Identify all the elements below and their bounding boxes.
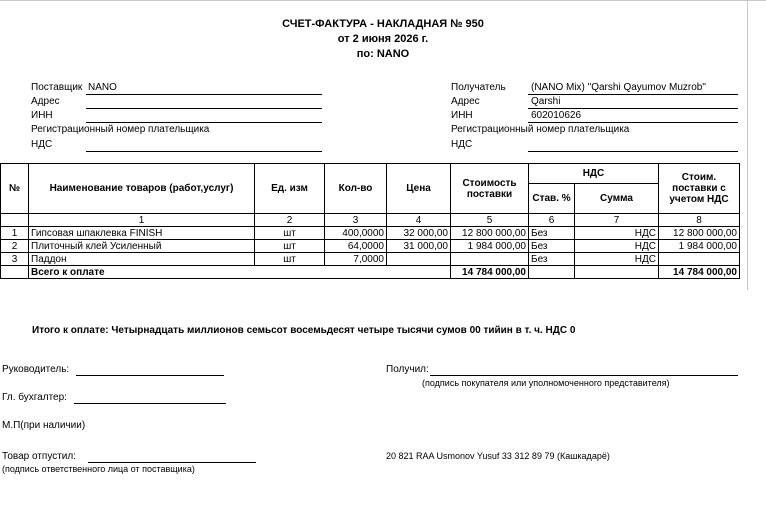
invoice-table bbox=[0, 163, 740, 279]
row-cost bbox=[451, 253, 529, 266]
row-price: 31 000,00 bbox=[387, 240, 451, 253]
colnum-cell: 3 bbox=[325, 214, 387, 227]
supplier-nds-underline bbox=[86, 151, 322, 152]
recipient-value: (NANO Mix) "Qarshi Qayumov Muzrob" bbox=[531, 82, 706, 93]
invoice-date: от 2 июня 2026 г. bbox=[337, 33, 429, 45]
row-nds-sum: НДС bbox=[575, 240, 659, 253]
header-price: Цена bbox=[387, 164, 451, 214]
recipient-inn-underline bbox=[528, 122, 738, 123]
header-total-with-nds: Стоим. поставки с учетом НДС bbox=[659, 164, 740, 214]
header-qty: Кол-во bbox=[325, 164, 387, 214]
page-top-border bbox=[0, 0, 766, 1]
row-qty: 64,0000 bbox=[325, 240, 387, 253]
row-num: 3 bbox=[1, 253, 29, 266]
supplier-address-underline bbox=[86, 108, 322, 109]
row-nds-sum: НДС bbox=[575, 227, 659, 240]
row-price bbox=[387, 253, 451, 266]
supplier-value: NANO bbox=[88, 82, 117, 93]
row-num: 1 bbox=[1, 227, 29, 240]
colnum-cell: 5 bbox=[451, 214, 529, 227]
total-with-nds: 14 784 000,00 bbox=[659, 266, 740, 279]
row-cost: 1 984 000,00 bbox=[451, 240, 529, 253]
supplier-inn-underline bbox=[86, 122, 322, 123]
row-name: Плиточный клей Усиленный bbox=[29, 240, 255, 253]
recipient-inn-label: ИНН bbox=[451, 110, 473, 121]
released-hint: (подпись ответственного лица от поставщика) bbox=[2, 464, 195, 474]
row-num: 2 bbox=[1, 240, 29, 253]
header-name: Наименование товаров (работ,услуг) bbox=[29, 164, 255, 214]
row-unit: шт bbox=[255, 227, 325, 240]
contact-info: 20 821 RAA Usmonov Yusuf 33 312 89 79 (Кашкадарё) bbox=[386, 451, 610, 461]
stamp-label: М.П(при наличии) bbox=[2, 420, 86, 431]
row-nds-rate: Без bbox=[529, 253, 575, 266]
recipient-address-underline bbox=[528, 108, 738, 109]
recipient-address-label: Адрес bbox=[451, 96, 480, 107]
invoice-title: СЧЕТ-ФАКТУРА - НАКЛАДНАЯ № 950 bbox=[282, 18, 484, 30]
row-qty: 7,0000 bbox=[325, 253, 387, 266]
header-nds-rate: Став. % bbox=[529, 184, 575, 214]
column-numbers-row bbox=[1, 214, 740, 227]
total-empty bbox=[1, 266, 29, 279]
row-unit: шт bbox=[255, 253, 325, 266]
header-unit: Ед. изм bbox=[255, 164, 325, 214]
colnum-cell: 6 bbox=[529, 214, 575, 227]
row-nds-sum: НДС bbox=[575, 253, 659, 266]
received-hint: (подпись покупателя или уполномоченного представителя) bbox=[422, 378, 670, 388]
received-label: Получил: bbox=[386, 364, 429, 375]
recipient-inn: 602010626 bbox=[531, 110, 582, 121]
supplier-address-label: Адрес bbox=[31, 96, 60, 107]
table-row bbox=[1, 227, 740, 240]
colnum-cell: 1 bbox=[29, 214, 255, 227]
recipient-label: Получатель bbox=[451, 82, 506, 93]
supplier-inn-label: ИНН bbox=[31, 110, 53, 121]
director-label: Руководитель: bbox=[2, 364, 70, 375]
total-label: Всего к оплате bbox=[29, 266, 451, 279]
row-total: 1 984 000,00 bbox=[659, 240, 740, 253]
colnum-cell bbox=[1, 214, 29, 227]
row-price: 32 000,00 bbox=[387, 227, 451, 240]
recipient-nds-label: НДС bbox=[451, 139, 473, 150]
header-cost: Стоимость поставки bbox=[451, 164, 529, 214]
colnum-cell: 2 bbox=[255, 214, 325, 227]
recipient-nds-underline bbox=[528, 151, 738, 152]
row-cost: 12 800 000,00 bbox=[451, 227, 529, 240]
row-qty: 400,0000 bbox=[325, 227, 387, 240]
table-row bbox=[1, 240, 740, 253]
total-empty bbox=[529, 266, 575, 279]
row-total bbox=[659, 253, 740, 266]
accountant-signature-line bbox=[74, 403, 226, 404]
row-name: Паддон bbox=[29, 253, 255, 266]
supplier-underline bbox=[86, 94, 322, 95]
header-num: № bbox=[1, 164, 29, 214]
recipient-reg-label: Регистрационный номер плательщика bbox=[451, 124, 630, 135]
payment-summary: Итого к оплате: Четырнадцать миллионов семьсот восемьдесят четыре тысячи сумов 00 тийин в т. ч. НДС 0 bbox=[32, 325, 576, 336]
invoice-by: по: NANO bbox=[356, 48, 410, 60]
table-row bbox=[1, 253, 740, 266]
total-row bbox=[1, 266, 740, 279]
accountant-label: Гл. бухгалтер: bbox=[2, 392, 67, 403]
colnum-cell: 4 bbox=[387, 214, 451, 227]
row-nds-rate: Без bbox=[529, 240, 575, 253]
total-cost: 14 784 000,00 bbox=[451, 266, 529, 279]
colnum-cell: 8 bbox=[659, 214, 740, 227]
colnum-cell: 7 bbox=[575, 214, 659, 227]
supplier-nds-label: НДС bbox=[31, 139, 53, 150]
row-unit: шт bbox=[255, 240, 325, 253]
released-signature-line bbox=[88, 462, 256, 463]
row-name: Гипсовая шпаклевка FINISH bbox=[29, 227, 255, 240]
row-nds-rate: Без bbox=[529, 227, 575, 240]
received-signature-line bbox=[430, 375, 738, 376]
recipient-address: Qarshi bbox=[531, 96, 561, 107]
row-total: 12 800 000,00 bbox=[659, 227, 740, 240]
header-nds: НДС bbox=[529, 164, 659, 184]
recipient-underline bbox=[528, 94, 738, 95]
supplier-label: Поставщик bbox=[31, 82, 83, 93]
supplier-reg-label: Регистрационный номер плательщика bbox=[31, 124, 210, 135]
total-empty bbox=[575, 266, 659, 279]
director-signature-line bbox=[76, 375, 224, 376]
header-nds-sum: Сумма bbox=[575, 184, 659, 214]
released-label: Товар отпустил: bbox=[2, 451, 76, 462]
